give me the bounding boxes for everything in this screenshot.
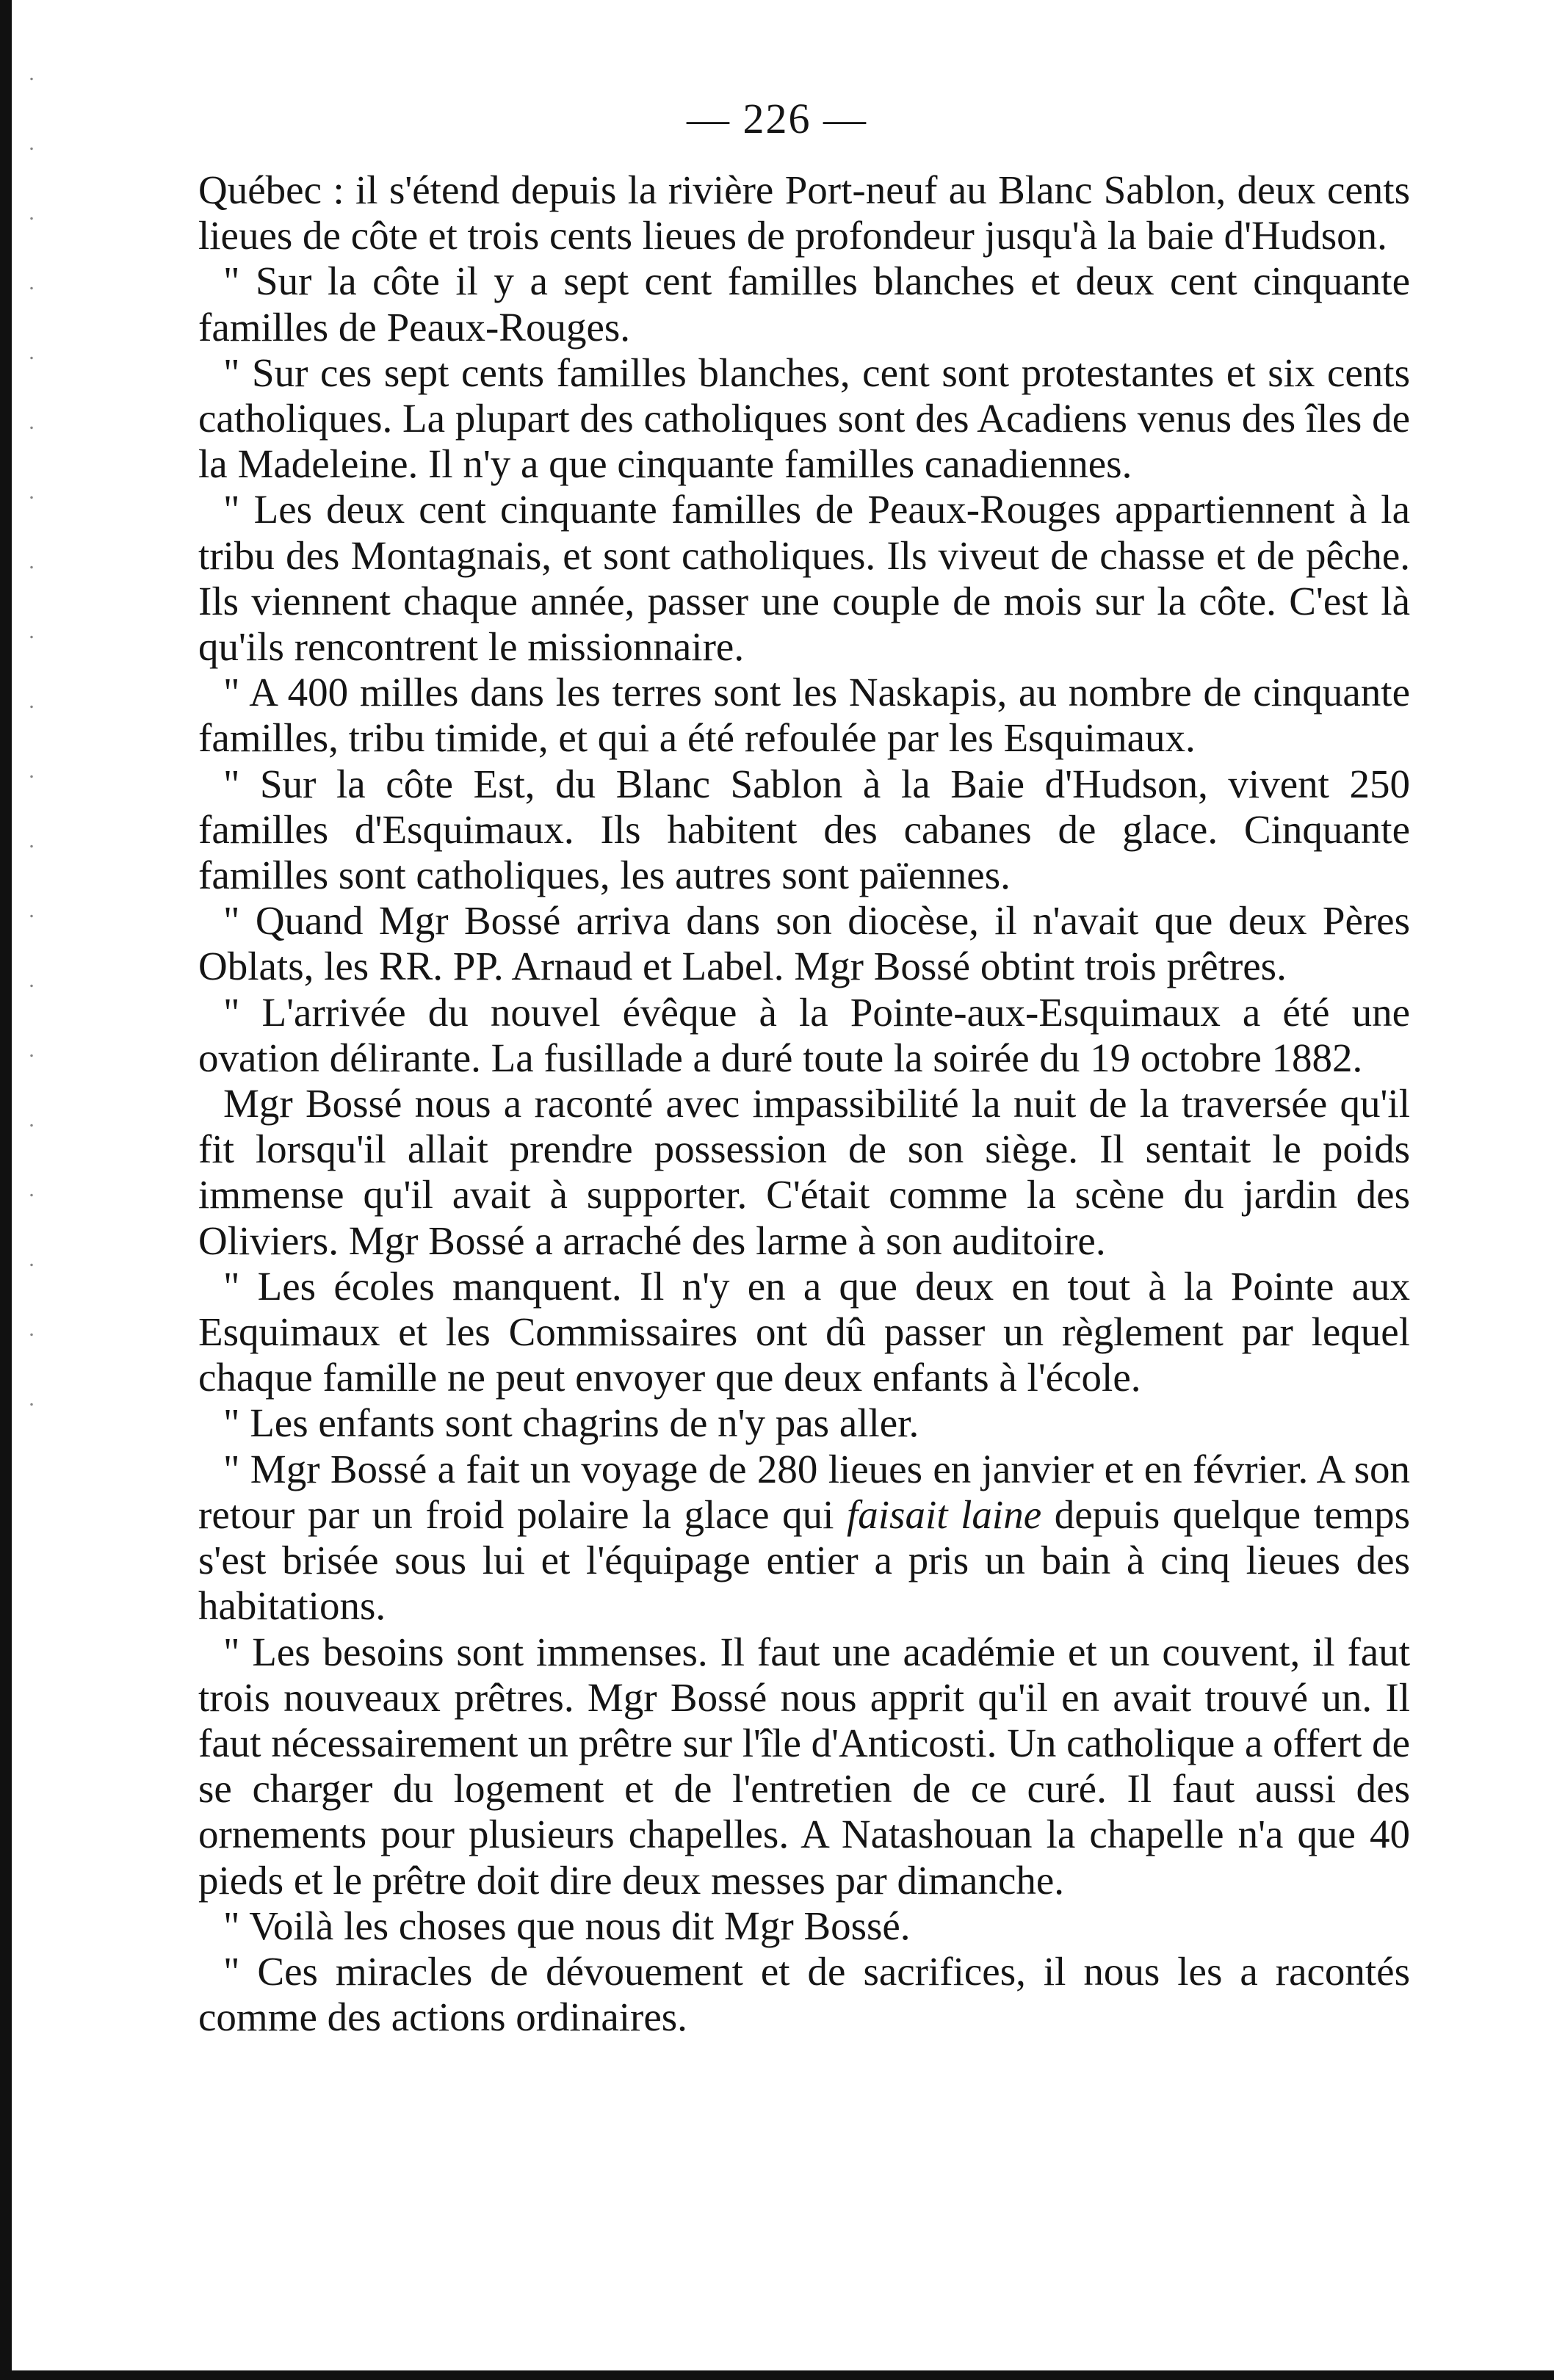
paragraph: " A 400 milles dans les terres sont les Naskapis, au nombre de cinquante familles, tribu timide, et qui a été refoulée par les Esquimaux. xyxy=(198,670,1410,761)
paragraph: " Quand Mgr Bossé arriva dans son diocèse, il n'avait que deux Pères Oblats, les RR. PP. Arnaud et Label. Mgr Bossé obtint trois prêtres. xyxy=(198,898,1410,989)
paragraph: " Sur ces sept cents familles blanches, cent sont protestantes et six cents catholiques. La plupart des catholiques sont des Acadiens venus des îles de la Madeleine. Il n'y a que cinquante familles canadiennes. xyxy=(198,350,1410,487)
paragraph: Mgr Bossé nous a raconté avec impassibilité la nuit de la traversée qu'il fit lorsqu'il allait prendre possession de son siège. Il sentait le poids immense qu'il avait à supporter. C'était comme la scène du jardin des Oliviers. Mgr Bossé a arraché des larme à son auditoire. xyxy=(198,1081,1410,1263)
paragraph: " Les besoins sont immenses. Il faut une académie et un couvent, il faut trois nouveaux prêtres. Mgr Bossé nous apprit qu'il en avait trouvé un. Il faut nécessairement un prêtre sur l'île d'Anticosti. Un catholique a offert de se charger du logement et de l'entretien de ce curé. Il faut aussi des ornements pour plusieurs chapelles. A Natashouan la chapelle n'a que 40 pieds et le prêtre doit dire deux messes par dimanche. xyxy=(198,1629,1410,1903)
paragraph: Québec : il s'étend depuis la rivière Port-neuf au Blanc Sablon, deux cents lieues de côte et trois cents lieues de profondeur jusqu'à la baie d'Hudson. xyxy=(198,167,1410,258)
paragraph: " Sur la côte Est, du Blanc Sablon à la Baie d'Hudson, vivent 250 familles d'Esquimaux. Ils habitent des cabanes de glace. Cinquante familles sont catholiques, les autres sont païennes. xyxy=(198,761,1410,898)
paragraph-text: " Mgr Bossé a fait un voyage de 280 lieues en janvier et en février. A son retour par un froid polaire la glace qui xyxy=(198,1446,1410,1537)
paragraph-text: depuis quelque temps s'est brisée sous lui et l'équipage entier a pris un bain à cinq lieues des habitations. xyxy=(198,1491,1411,1629)
paragraph: " Les enfants sont chagrins de n'y pas aller. xyxy=(223,1400,919,1446)
italic-phrase: faisait laine xyxy=(847,1491,1042,1537)
paragraph: " Sur la côte il y a sept cent familles blanches et deux cent cinquante familles de Peaux-Rouges. xyxy=(198,258,1410,350)
page-number: — 226 — xyxy=(687,95,867,142)
margin-specks xyxy=(28,44,35,1439)
scan-left-edge xyxy=(0,0,12,2380)
paragraph: " Les deux cent cinquante familles de Peaux-Rouges appartiennent à la tribu des Montagnais, et sont catholiques. Ils viveut de chasse et de pêche. Ils viennent chaque année, passer une couple de mois sur la côte. C'est là qu'ils rencontrent le missionnaire. xyxy=(198,487,1410,670)
paragraph: " Voilà les choses que nous dit Mgr Bossé. xyxy=(223,1903,911,1948)
paragraph: " Les écoles manquent. Il n'y en a que deux en tout à la Pointe aux Esquimaux et les Commissaires ont dû passer un règlement par lequel chaque famille ne peut envoyer que deux enfants à l'école. xyxy=(198,1263,1410,1400)
paragraph xyxy=(198,1447,1410,1630)
paragraph: " Ces miracles de dévouement et de sacrifices, il nous les a racontés comme des actions ordinaires. xyxy=(198,1948,1410,2040)
page-body xyxy=(198,167,1410,2040)
scan-bottom-edge xyxy=(0,2370,1554,2380)
paragraph: " L'arrivée du nouvel évêque à la Pointe-aux-Esquimaux a été une ovation délirante. La fusillade a duré toute la soirée du 19 octobre 1882. xyxy=(198,989,1410,1080)
